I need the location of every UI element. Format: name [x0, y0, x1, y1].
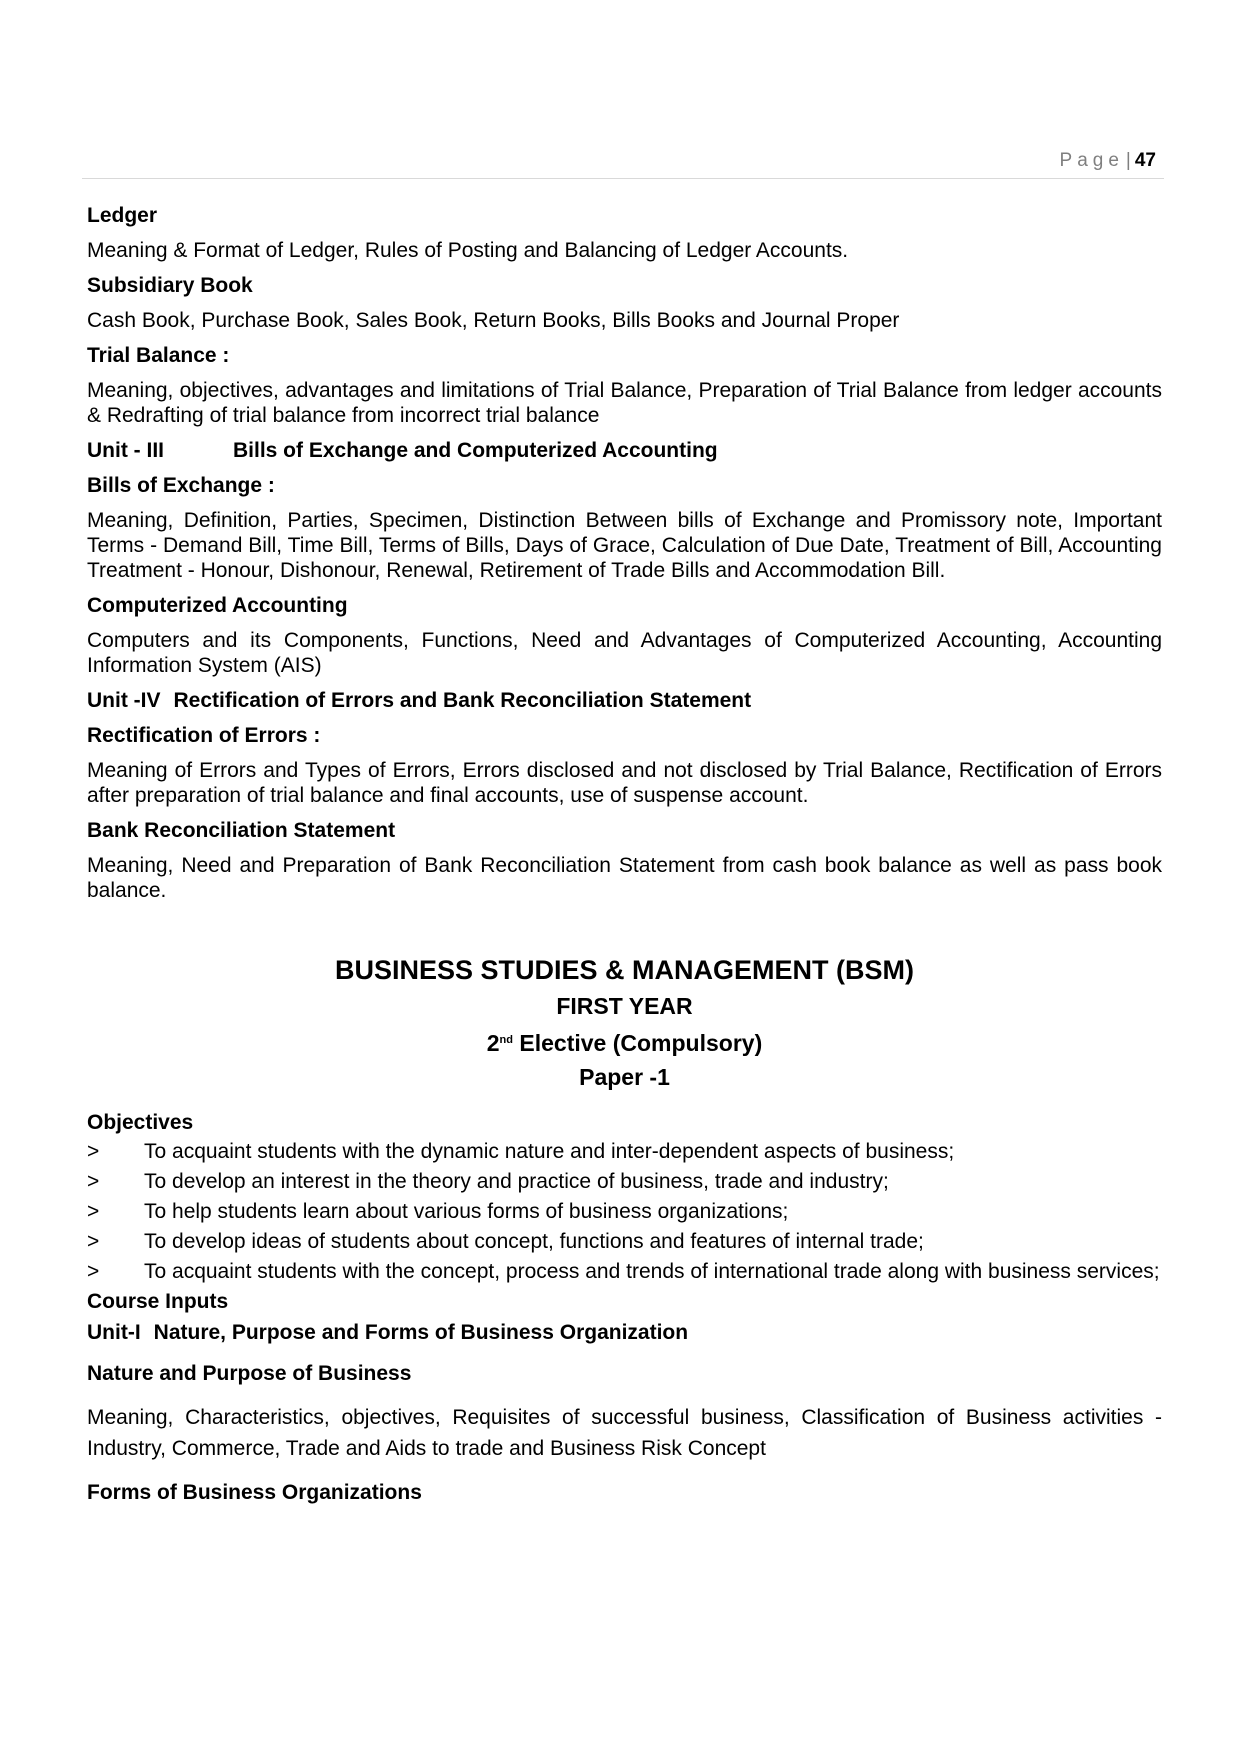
document-body: [87, 203, 1162, 1515]
unit-3-label: Unit - III: [87, 439, 164, 462]
course-title: BUSINESS STUDIES & MANAGEMENT (BSM): [334, 955, 915, 985]
list-item: [87, 1169, 1162, 1194]
trial-balance-text: Meaning, objectives, advantages and limitations of Trial Balance, Preparation of Trial Balance from ledger accounts & Redrafting of trial balance from incorrect trial balance: [87, 379, 1162, 427]
bullet-marker: >: [87, 1260, 100, 1283]
bills-of-exchange-text: Meaning, Definition, Parties, Specimen, Distinction Between bills of Exchange and Promissory note, Important Terms - Demand Bill, Time Bill, Terms of Bills, Days of Grace, Calculation of Due Date, Treatment of Bill, Accounting Treatment - Honour, Dishonour, Renewal, Retirement of Trade Bills and Accommodation Bill.: [87, 509, 1162, 582]
elective-title: [87, 1025, 1162, 1058]
course-inputs-heading: Course Inputs: [87, 1290, 229, 1313]
rectification-heading: Rectification of Errors :: [87, 724, 321, 747]
year-title: FIRST YEAR: [556, 993, 693, 1019]
bullet-marker: >: [87, 1230, 100, 1253]
bank-reconciliation-text: Meaning, Need and Preparation of Bank Reconciliation Statement from cash book balance as well as pass book balance.: [87, 854, 1162, 902]
objective-text: To help students learn about various forms of business organizations;: [144, 1200, 789, 1223]
bills-of-exchange-heading: Bills of Exchange :: [87, 474, 275, 497]
page-header: [82, 148, 1164, 179]
unit-1-heading: [87, 1320, 1162, 1345]
elective-ordinal: nd: [499, 1034, 513, 1046]
list-item: [87, 1259, 1162, 1284]
page-word: Page: [1059, 150, 1124, 171]
computerized-accounting-heading: Computerized Accounting: [87, 594, 348, 617]
course-title-block: [87, 953, 1162, 1092]
subsidiary-book-text: Cash Book, Purchase Book, Sales Book, Return Books, Bills Books and Journal Proper: [87, 309, 900, 332]
elective-text: Elective (Compulsory): [513, 1030, 763, 1056]
bullet-marker: >: [87, 1170, 100, 1193]
nature-purpose-heading: Nature and Purpose of Business: [87, 1362, 412, 1385]
forms-of-business-heading: Forms of Business Organizations: [87, 1481, 422, 1504]
objective-text: To develop an interest in the theory and practice of business, trade and industry;: [144, 1170, 889, 1193]
unit-3-title: Bills of Exchange and Computerized Accounting: [233, 439, 718, 462]
objectives-heading: Objectives: [87, 1111, 194, 1134]
computerized-accounting-text: Computers and its Components, Functions, Need and Advantages of Computerized Accounting, Accounting Information System (AIS): [87, 629, 1162, 677]
page-number: [1060, 150, 1156, 172]
bullet-marker: >: [87, 1200, 100, 1223]
unit-1-title: Nature, Purpose and Forms of Business Organization: [153, 1321, 689, 1344]
unit-4-title: Rectification of Errors and Bank Reconciliation Statement: [173, 689, 752, 712]
paper-title: Paper -1: [579, 1064, 670, 1090]
page-number-value: 47: [1134, 150, 1156, 171]
objective-text: To acquaint students with the concept, process and trends of international trade along with business services;: [144, 1260, 1160, 1283]
objectives-section: [87, 1110, 1162, 1284]
bullet-marker: >: [87, 1140, 100, 1163]
objectives-list: [87, 1139, 1162, 1284]
unit-1-label: Unit-I: [87, 1321, 141, 1344]
list-item: [87, 1229, 1162, 1254]
unit-3-heading: [87, 438, 1162, 463]
objective-text: To acquaint students with the dynamic nature and inter-dependent aspects of business;: [144, 1140, 955, 1163]
rectification-text: Meaning of Errors and Types of Errors, Errors disclosed and not disclosed by Trial Balance, Rectification of Errors after preparation of trial balance and final accounts, use of suspense account.: [87, 759, 1162, 807]
nature-purpose-text: Meaning, Characteristics, objectives, Requisites of successful business, Classification of Business activities - Industry, Commerce, Trade and Aids to trade and Business Risk Concept: [87, 1406, 1162, 1460]
list-item: [87, 1199, 1162, 1224]
list-item: [87, 1139, 1162, 1164]
unit-4-heading: [87, 688, 1162, 713]
ledger-heading: Ledger: [87, 204, 158, 227]
subsidiary-book-heading: Subsidiary Book: [87, 274, 253, 297]
unit-4-label: Unit -IV: [87, 689, 161, 712]
bank-reconciliation-heading: Bank Reconciliation Statement: [87, 819, 396, 842]
page-separator: |: [1125, 150, 1131, 171]
objective-text: To develop ideas of students about concept, functions and features of internal trade;: [144, 1230, 924, 1253]
ledger-text: Meaning & Format of Ledger, Rules of Posting and Balancing of Ledger Accounts.: [87, 239, 849, 262]
elective-number: 2: [486, 1030, 500, 1056]
trial-balance-heading: Trial Balance :: [87, 344, 230, 367]
